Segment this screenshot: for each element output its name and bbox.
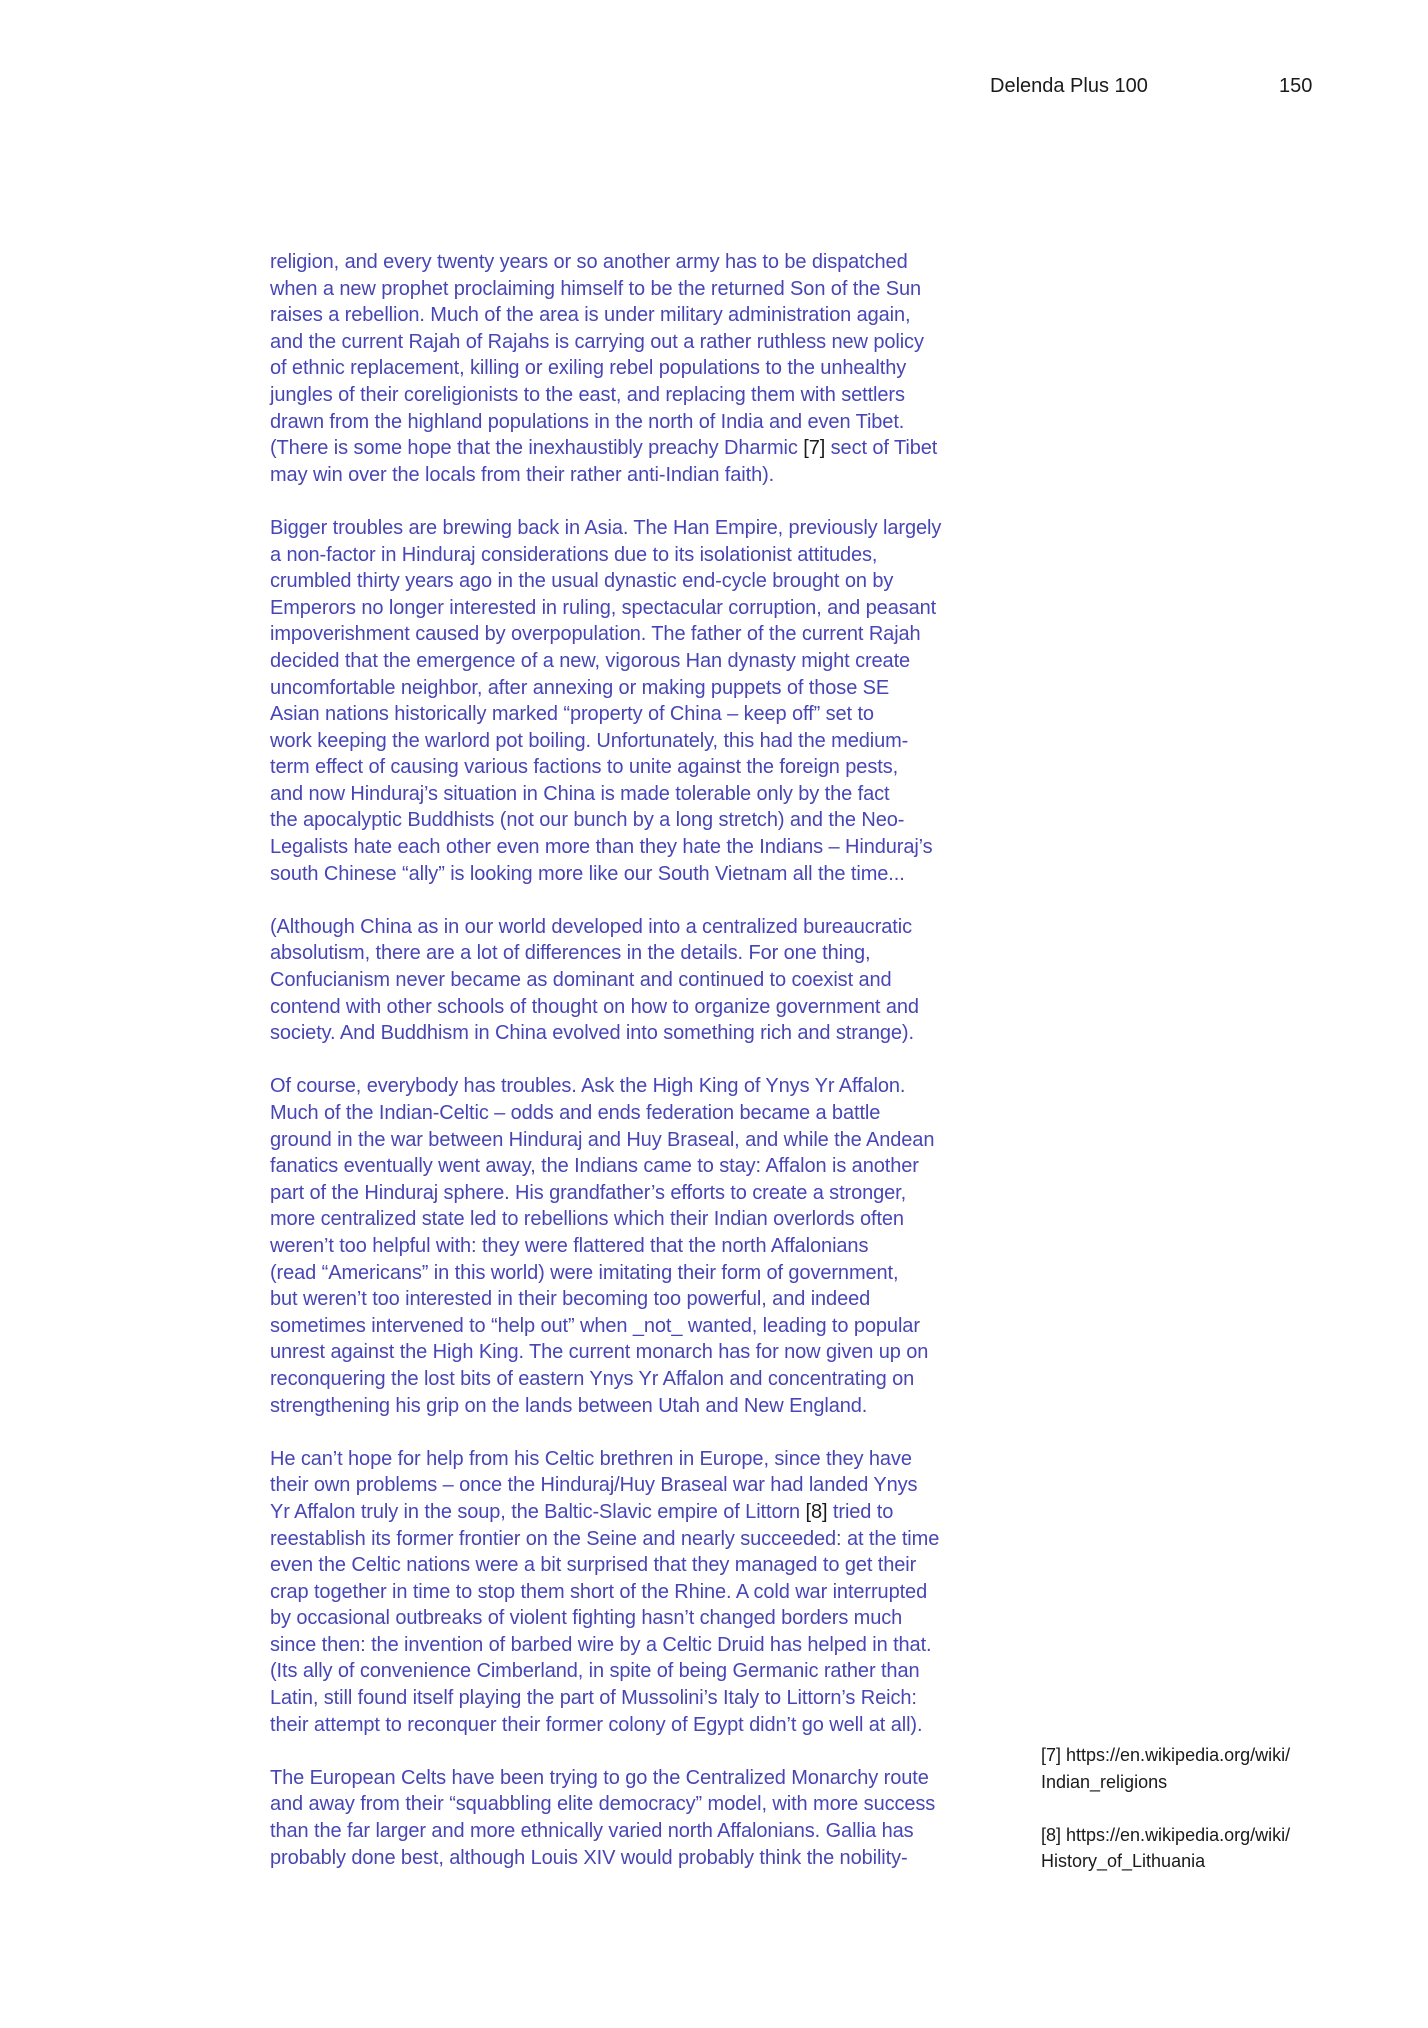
paragraph-2: Bigger troubles are brewing back in Asia. The Han Empire, previously largely a non-factor in Hinduraj considerations due to its isolationist attitudes, crumbled thirty years ago in the usual dynastic end-cycle brought on by Emperors no longer interested in ruling, spectacular corruption, and peasant impoverishment caused by overpopulation. The father of the current Rajah decided that the emergence of a new, vigorous Han dynasty might create uncomfortable neighbor, after annexing or making puppets of those SE Asian nations historically marked “property of China – keep off” set to work keeping the warlord pot boiling. Unfortunately, this had the medium- term effect of causing various factions to unite against the foreign pests, and now Hinduraj’s situation in China is made tolerable only by the fact the apocalyptic Buddhists (not our bunch by a long stretch) and the Neo- Legalists hate each other even more than they hate the Indians – Hinduraj’s south Chinese “ally” is looking more like our South Vietnam all the time... (270, 516, 942, 885)
footnotes (1041, 1742, 1341, 1875)
paragraph-1-text-a: religion, and every twenty years or so another army has to be dispatched when a new prophet proclaiming himself to be the returned Son of the Sun raises a rebellion. Much of the area is under military administration again, and the current Rajah of Rajahs is carrying out a rather ruthless new policy of ethnic replacement, killing or exiling rebel populations to the unhealthy jungles of their coreligionists to the east, and replacing them with settlers drawn from the highland populations in the north of India and even Tibet. (There is some hope that the inexhaustibly preachy Dharmic (270, 251, 924, 460)
paragraph-5 (270, 1446, 1015, 1739)
footnote-ref-8[interactable]: [8] (805, 1500, 828, 1523)
page-header (0, 71, 1428, 101)
paragraph-3: (Although China as in our world developed into a centralized bureaucratic absolutism, there are a lot of differences in the details. For one thing, Confucianism never became as dominant and continued to coexist and contend with other schools of thought on how to organize government and society. And Buddhism in China evolved into something rich and strange). (270, 915, 919, 1045)
paragraph-4: Of course, everybody has troubles. Ask the High King of Ynys Yr Affalon. Much of the Indian-Celtic – odds and ends federation became a battle ground in the war between Hinduraj and Huy Braseal, and while the Andean fanatics eventually went away, the Indians came to stay: Affalon is another part of the Hinduraj sphere. His grandfather’s efforts to create a stronger, more centralized state led to rebellions which their Indian overlords often weren’t too helpful with: they were flattered that the north Affalonians (read “Americans” in this world) were imitating their form of government, but weren’t too interested in their becoming too powerful, and indeed sometimes intervened to “help out” when _not_ wanted, leading to popular unrest against the High King. The current monarch has for now given up on reconquering the lost bits of eastern Ynys Yr Affalon and concentrating on strengthening his grip on the lands between Utah and New England. (270, 1075, 935, 1417)
paragraph-1 (270, 249, 1015, 488)
footnote-ref-7[interactable]: [7] (803, 437, 826, 460)
paragraph-6: The European Celts have been trying to go the Centralized Monarchy route and away from their “squabbling elite democracy” model, with more success than the far larger and more ethnically varied north Affalonians. Gallia has probably done best, although Louis XIV would probably think the nobility- (270, 1766, 936, 1869)
footnote-7[interactable]: [7] https://en.wikipedia.org/wiki/ Indian_religions (1041, 1745, 1291, 1792)
running-title: Delenda Plus 100 (990, 75, 1148, 97)
body-text (270, 249, 1015, 1871)
footnote-8[interactable]: [8] https://en.wikipedia.org/wiki/ History_of_Lithuania (1041, 1824, 1291, 1872)
page-number: 150 (1279, 75, 1313, 97)
paragraph-1-text-b: sect of Tibet may win over the locals from their rather anti-Indian faith). (270, 437, 938, 486)
paragraph-5-text-b: tried to reestablish its former frontier on the Seine and nearly succeeded: at the time even the Celtic nations were a bit surprised that they managed to get their crap together in time to stop them short of the Rhine. A cold war interrupted by occasional outbreaks of violent fighting hasn’t changed borders much since then: the invention of barbed wire by a Celtic Druid has helped in that. (Its ally of convenience Cimberland, in spite of being Germanic rather than Latin, still found itself playing the part of Mussolini’s Italy to Littorn’s Reich: their attempt to reconquer their former colony of Egypt didn’t go well at all). (270, 1500, 940, 1736)
paragraph-5-text-a: He can’t hope for help from his Celtic brethren in Europe, since they have their own problems – once the Hinduraj/Huy Braseal war had landed Ynys Yr Affalon truly in the soup, the Baltic-Slavic empire of Littorn (270, 1447, 918, 1523)
